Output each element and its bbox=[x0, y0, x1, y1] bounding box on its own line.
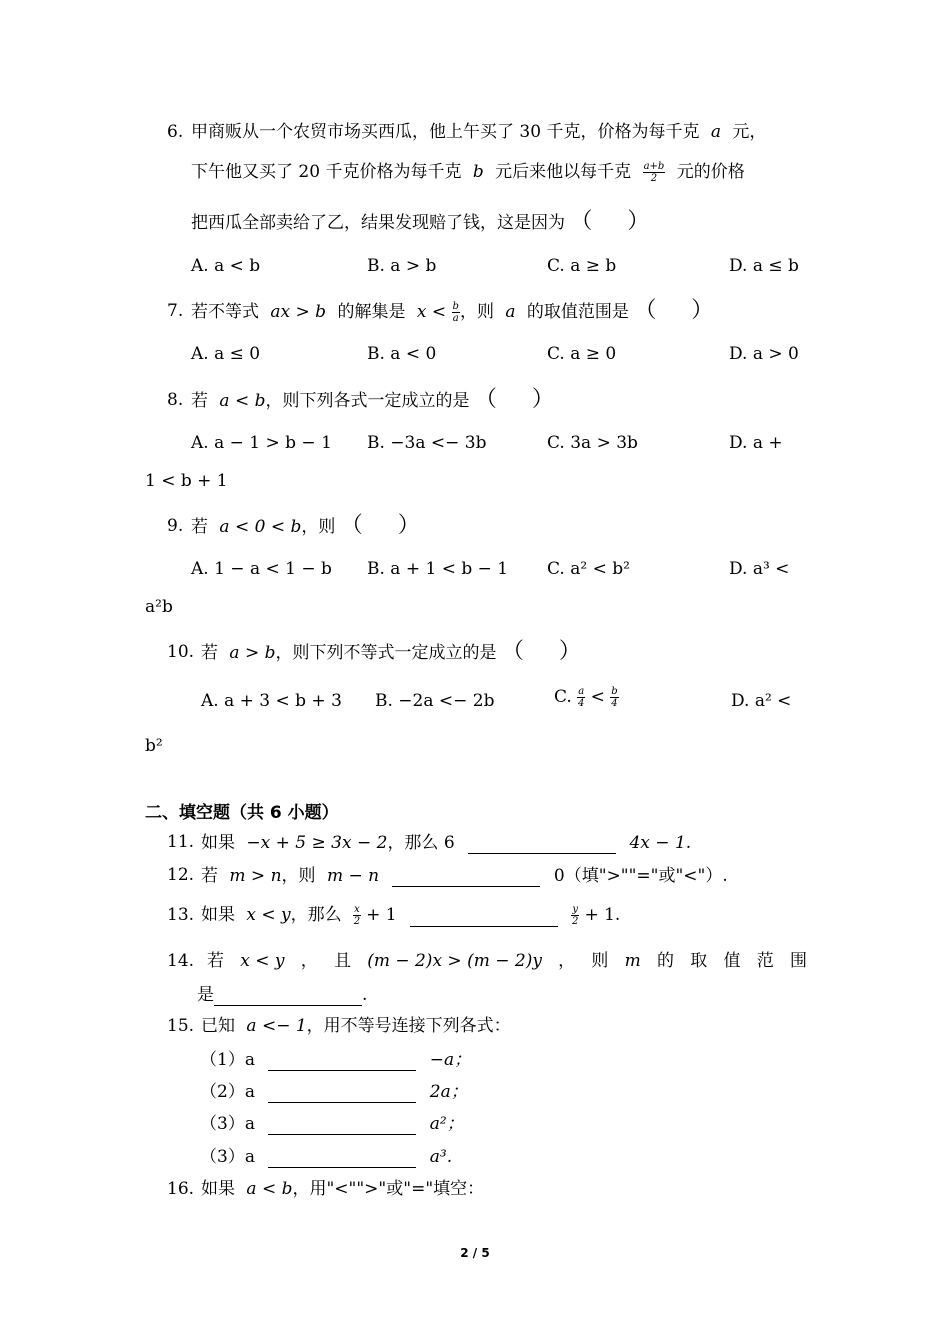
q6-fraction bbox=[643, 161, 666, 184]
q6-line3-text: 把西瓜全部卖给了乙，结果发现赔了钱，这是因为 bbox=[191, 213, 565, 233]
q15-item-2-right: 2a； bbox=[429, 1082, 468, 1102]
q13-expr: x < y bbox=[246, 905, 291, 925]
q14-w3: 且 bbox=[333, 951, 351, 971]
q15-item-3 bbox=[200, 1112, 464, 1135]
q15-item-2 bbox=[200, 1080, 468, 1103]
q11-expr: −x + 5 ≥ 3x − 2 bbox=[246, 833, 388, 853]
q10-text-a: 若 bbox=[201, 643, 218, 663]
q7-expr1: ax > b bbox=[270, 302, 327, 322]
q7-option-d: D. a > 0 bbox=[729, 344, 799, 364]
q9-option-d: D. a³ < bbox=[729, 559, 790, 579]
q14-w5: ， bbox=[558, 951, 576, 971]
q13-right-num: y bbox=[572, 904, 579, 915]
q13-text-b: ，那么 bbox=[290, 905, 342, 925]
q14-w7: m bbox=[624, 951, 641, 971]
q15-stem bbox=[201, 1015, 511, 1037]
q9-option-a: A. 1 − a < 1 − b bbox=[191, 559, 332, 579]
q6-number: 6. bbox=[167, 122, 184, 142]
q14-end: . bbox=[362, 985, 368, 1005]
q10-option-c-frac1 bbox=[577, 686, 585, 709]
q11-right: 4x − 1. bbox=[629, 833, 692, 853]
q11-stem bbox=[201, 831, 691, 854]
q10-option-c bbox=[554, 686, 619, 709]
q9-option-b: B. a + 1 < b − 1 bbox=[367, 559, 509, 579]
q6-line3 bbox=[191, 211, 649, 234]
q15-text-a: 已知 bbox=[201, 1016, 235, 1036]
q9-answer-paren: （ ） bbox=[340, 513, 420, 538]
q12-right: 0（填">""="或"<"）. bbox=[553, 866, 728, 886]
q16-text-a: 如果 bbox=[201, 1179, 235, 1199]
q16-expr: a < b bbox=[246, 1179, 293, 1199]
q13-stem bbox=[201, 904, 620, 927]
q14-w12: 围 bbox=[789, 951, 807, 971]
q10-expr: a > b bbox=[229, 643, 276, 663]
q15-item-2-blank[interactable] bbox=[268, 1080, 416, 1103]
q6-line2-c: 元的价格 bbox=[676, 162, 745, 182]
q6-line1-end: 元， bbox=[732, 122, 767, 142]
q9-text-b: ，则 bbox=[301, 517, 336, 537]
q10-option-c-frac2 bbox=[610, 686, 618, 709]
q10-option-a: A. a + 3 < b + 3 bbox=[201, 691, 342, 711]
q13-blank[interactable] bbox=[410, 904, 558, 927]
q13-right-tail: + 1. bbox=[584, 905, 621, 925]
q9-stem bbox=[191, 515, 420, 538]
q15-item-4-blank[interactable] bbox=[268, 1145, 416, 1168]
q9-option-c: C. a² < b² bbox=[547, 559, 630, 579]
q6-line2-b: 元后来他以每千克 bbox=[495, 162, 632, 182]
q10-c-frac2-den: 4 bbox=[611, 698, 618, 709]
q8-option-d: D. a + bbox=[729, 433, 783, 453]
q10-stem bbox=[201, 641, 581, 664]
q8-option-b: B. −3a <− 3b bbox=[367, 433, 487, 453]
q10-answer-paren: （ ） bbox=[501, 639, 581, 664]
q15-text-b: ，用不等号连接下列各式： bbox=[306, 1016, 511, 1036]
q14-line1 bbox=[207, 950, 807, 972]
q8-expr: a < b bbox=[219, 391, 266, 411]
q14-w10: 值 bbox=[723, 951, 741, 971]
q15-item-1-right: −a； bbox=[429, 1050, 472, 1070]
q6-answer-paren: （ ） bbox=[570, 209, 650, 234]
q7-text-b: 的解集是 bbox=[337, 302, 406, 322]
q14-w4: (m − 2)x > (m − 2)y bbox=[367, 951, 542, 971]
q15-item-3-label: （3）a bbox=[200, 1114, 255, 1134]
q14-w9: 取 bbox=[690, 951, 708, 971]
q14-w2: ， bbox=[300, 951, 318, 971]
q6-option-b: B. a > b bbox=[367, 256, 437, 276]
q11-blank[interactable] bbox=[468, 831, 616, 854]
q12-number: 12. bbox=[167, 865, 195, 885]
q14-number: 14. bbox=[167, 951, 195, 971]
q6-line2 bbox=[191, 161, 745, 184]
q13-text-a: 如果 bbox=[201, 905, 235, 925]
q10-c-frac1-num: a bbox=[578, 686, 585, 697]
q6-option-d: D. a ≤ b bbox=[729, 256, 799, 276]
q15-item-4-right: a³. bbox=[429, 1147, 453, 1167]
q7-frac-num: b bbox=[452, 301, 459, 312]
q13-left-tail: + 1 bbox=[366, 905, 397, 925]
q6-line2-a: 下午他又买了 20 千克价格为每千克 bbox=[191, 162, 462, 182]
q15-number: 15. bbox=[167, 1016, 195, 1036]
q12-text-b: ，则 bbox=[281, 866, 316, 886]
q16-text-b: ，用"<"">"或"="填空： bbox=[292, 1179, 485, 1199]
q7-number: 7. bbox=[167, 301, 184, 321]
q13-left-num: x bbox=[354, 904, 360, 915]
q15-item-2-label: （2）a bbox=[200, 1082, 255, 1102]
q10-c-frac2-num: b bbox=[611, 686, 618, 697]
q13-number: 13. bbox=[167, 905, 195, 925]
q12-blank[interactable] bbox=[392, 864, 540, 887]
q8-option-a: A. a − 1 > b − 1 bbox=[191, 433, 332, 453]
q6-frac-num: a+b bbox=[643, 161, 665, 172]
q14-w1: x < y bbox=[240, 951, 285, 971]
q10-option-b: B. −2a <− 2b bbox=[375, 691, 495, 711]
q10-option-c-label: C. bbox=[554, 687, 572, 707]
q11-text-b: ，那么 6 bbox=[387, 833, 455, 853]
q7-answer-paren: （ ） bbox=[634, 298, 714, 323]
q9-expr: a < 0 < b bbox=[219, 517, 302, 537]
q11-text-a: 如果 bbox=[201, 833, 235, 853]
q10-text-b: ，则下列不等式一定成立的是 bbox=[275, 643, 497, 663]
q6-line1 bbox=[191, 121, 766, 143]
q13-left-fraction bbox=[353, 904, 361, 927]
q15-expr: a <− 1 bbox=[246, 1016, 307, 1036]
q15-item-4 bbox=[200, 1145, 452, 1168]
q12-text-a: 若 bbox=[201, 866, 218, 886]
q8-option-c: C. 3a > 3b bbox=[547, 433, 638, 453]
q7-fraction bbox=[452, 301, 460, 324]
q16-number: 16. bbox=[167, 1179, 195, 1199]
q15-item-3-blank[interactable] bbox=[268, 1112, 416, 1135]
q6-option-a: A. a < b bbox=[191, 256, 261, 276]
q8-option-d-wrap: 1 < b + 1 bbox=[145, 471, 228, 491]
q15-item-4-label: （3）a bbox=[200, 1147, 255, 1167]
q9-number: 9. bbox=[167, 516, 184, 536]
q14-w8: 的 bbox=[657, 951, 674, 971]
q8-text-a: 若 bbox=[191, 391, 208, 411]
q14-blank[interactable] bbox=[214, 983, 362, 1006]
q6-line1-var: a bbox=[710, 122, 721, 142]
q10-c-frac1-den: 4 bbox=[578, 698, 585, 709]
q12-expr1: m > n bbox=[229, 866, 282, 886]
q8-text-b: ，则下列各式一定成立的是 bbox=[265, 391, 470, 411]
q7-expr2: x < bbox=[416, 302, 447, 322]
q10-option-d-wrap: b² bbox=[145, 736, 163, 756]
q7-text-c: ，则 bbox=[459, 302, 494, 322]
q10-option-c-lt: < bbox=[590, 687, 605, 707]
section-2-title: 二、填空题（共 6 小题） bbox=[145, 803, 339, 823]
q7-option-a: A. a ≤ 0 bbox=[191, 344, 261, 364]
q15-item-1-blank[interactable] bbox=[268, 1048, 416, 1071]
q7-stem bbox=[191, 300, 713, 324]
q6-line1-text: 甲商贩从一个农贸市场买西瓜，他上午买了 30 千克，价格为每千克 bbox=[191, 122, 700, 142]
q13-right-den: 2 bbox=[572, 916, 579, 927]
q7-option-c: C. a ≥ 0 bbox=[547, 344, 617, 364]
q8-answer-paren: （ ） bbox=[474, 387, 554, 412]
q6-option-c: C. a ≥ b bbox=[547, 256, 617, 276]
q7-text-d: 的取值范围是 bbox=[526, 302, 629, 322]
q7-frac-den: a bbox=[452, 313, 459, 324]
q15-item-3-right: a²； bbox=[429, 1114, 464, 1134]
q6-line2-var: b bbox=[472, 162, 484, 182]
q10-number: 10. bbox=[167, 642, 195, 662]
q8-number: 8. bbox=[167, 390, 184, 410]
q8-stem bbox=[191, 389, 554, 412]
q14-w6: 则 bbox=[591, 951, 609, 971]
q6-frac-den: 2 bbox=[650, 173, 658, 184]
q14-line2-text: 是 bbox=[197, 985, 214, 1005]
q14-w0: 若 bbox=[207, 951, 224, 971]
q13-right-fraction bbox=[571, 904, 579, 927]
q7-option-b: B. a < 0 bbox=[367, 344, 437, 364]
q11-number: 11. bbox=[167, 832, 195, 852]
q9-text-a: 若 bbox=[191, 517, 208, 537]
q9-option-d-wrap: a²b bbox=[145, 597, 173, 617]
q7-var: a bbox=[505, 302, 516, 322]
q14-w11: 范 bbox=[756, 951, 774, 971]
q14-line2 bbox=[197, 983, 367, 1006]
q12-stem bbox=[201, 864, 728, 887]
page-number: 2 / 5 bbox=[460, 1246, 490, 1260]
q15-item-1 bbox=[200, 1048, 471, 1071]
q16-stem bbox=[201, 1178, 484, 1200]
q15-item-1-label: （1）a bbox=[200, 1050, 255, 1070]
q10-option-d: D. a² < bbox=[731, 691, 792, 711]
q12-expr2: m − n bbox=[326, 866, 380, 886]
q13-left-den: 2 bbox=[353, 916, 361, 927]
q7-text-a: 若不等式 bbox=[191, 302, 259, 322]
